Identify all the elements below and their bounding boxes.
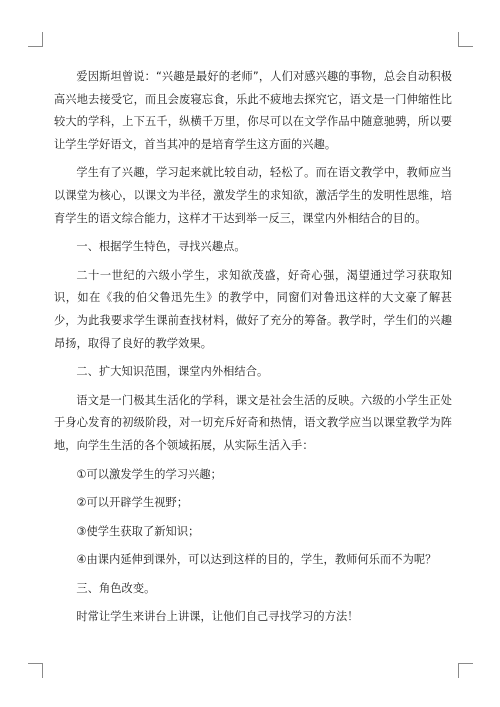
paragraph-einstein-quote: 爱因斯坦曾说：“兴趣是最好的老师”，人们对感兴趣的事物，总会自动积极高兴地去接受它，而且会废寝忘食，乐此不疲地去探究它，语文是一门伸缩性比较大的学科，上下五千，纵横千万里，你尽可以在文学作品中随意驰骋，所以要让学生学好语文，首当其冲的是培育学生这方面的兴趣。: [54, 70, 452, 151]
crop-mark-bottom-left: [28, 663, 43, 678]
paragraph-sixth-grade: 二十一世纪的六级小学生，求知欲茂盛，好奇心强，渴望通过学习获取知识，如在《我的伯父鲁迅先生》的教学中，同窗们对鲁迅这样的大文豪了解甚少，为此我要求学生课前查找材料，做好了充分的筹备。教学时，学生们的兴趣昂扬，取得了良好的教学效果。: [54, 268, 452, 350]
list-item-3: ③使学生获取了新知识；: [76, 524, 200, 538]
list-item-2: ②可以开辟学生视野；: [76, 496, 189, 510]
list-item-4: ④由课内延伸到课外，可以达到这样的目的，学生，教师何乐而不为呢？: [76, 553, 437, 567]
paragraph-interest-learning: 学生有了兴趣，学习起来就比较自动，轻松了。而在语文教学中，教师应当以课堂为核心，以课文为半径，激发学生的求知欲，激活学生的发明性思维，培育学生的语文综合能力，这样才干达到举一反三，课堂内外相结合的目的。: [54, 166, 452, 225]
section-heading-1: 一、根据学生特色，寻找兴趣点。: [76, 240, 246, 254]
crop-mark-top-left: [28, 32, 43, 47]
crop-mark-top-right: [458, 32, 473, 47]
crop-mark-bottom-right: [458, 663, 473, 678]
paragraph-chinese-life: 语文是一门极其生活化的学科，课文是社会生活的反映。六级的小学生正处于身心发育的初级阶段，对一切充斥好奇和热情，语文教学应当以课堂教学为阵地，向学生生活的各个领域拓展，从实际生活入手：: [54, 393, 452, 452]
list-item-1: ①可以激发学生的学习兴趣；: [76, 467, 222, 481]
paragraph-role-change: 时常让学生来讲台上讲课，让他们自己寻找学习的方法！: [76, 610, 359, 624]
document-body: [54, 66, 452, 635]
section-heading-2: 二、扩大知识范围，课堂内外相结合。: [76, 365, 269, 379]
section-heading-3: 三、角色改变。: [76, 581, 156, 595]
